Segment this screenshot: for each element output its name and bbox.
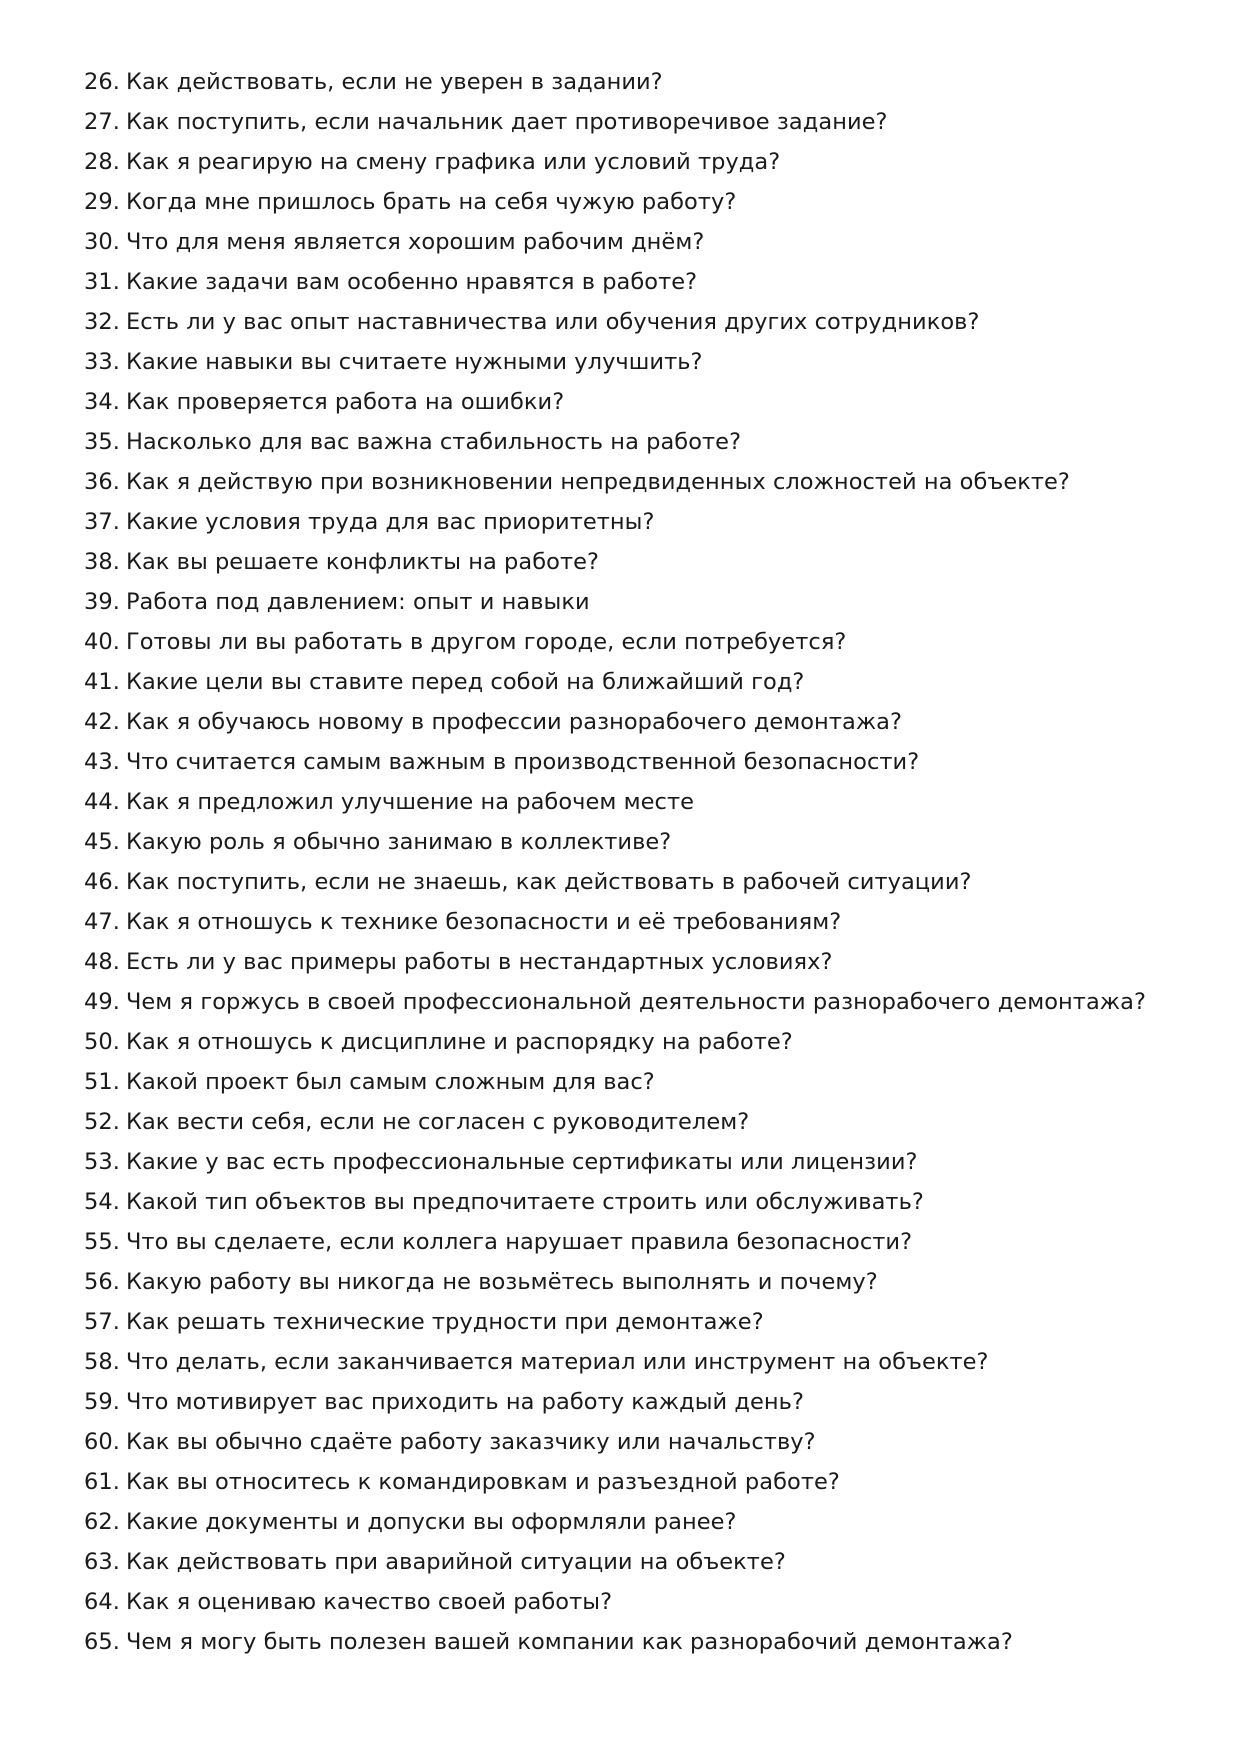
- question-item: [84, 1342, 1146, 1382]
- question-text: Как я оцениваю качество своей работы?: [125, 1589, 613, 1615]
- question-number: 61.: [84, 1469, 120, 1495]
- question-item: [84, 1182, 1146, 1222]
- question-item: [84, 262, 1146, 302]
- question-text: Как я отношусь к технике безопасности и её требованиям?: [125, 909, 842, 935]
- question-number: 58.: [84, 1349, 120, 1375]
- question-number: 62.: [84, 1509, 120, 1535]
- question-item: [84, 702, 1146, 742]
- question-number: 48.: [84, 949, 120, 975]
- question-item: [84, 1022, 1146, 1062]
- question-item: [84, 542, 1146, 582]
- question-item: [84, 662, 1146, 702]
- question-text: Как действовать, если не уверен в задании?: [125, 69, 663, 95]
- question-item: [84, 62, 1146, 102]
- question-number: 34.: [84, 389, 120, 415]
- question-item: [84, 822, 1146, 862]
- question-number: 29.: [84, 189, 120, 215]
- question-item: [84, 1622, 1146, 1662]
- question-number: 26.: [84, 69, 120, 95]
- question-item: [84, 942, 1146, 982]
- question-item: [84, 142, 1146, 182]
- question-text: Что считается самым важным в производственной безопасности?: [125, 749, 920, 775]
- question-item: [84, 622, 1146, 662]
- question-number: 35.: [84, 429, 120, 455]
- question-number: 30.: [84, 229, 120, 255]
- question-number: 40.: [84, 629, 120, 655]
- question-text: Какие навыки вы считаете нужными улучшить?: [125, 349, 703, 375]
- question-item: [84, 1062, 1146, 1102]
- question-number: 38.: [84, 549, 120, 575]
- question-text: Как я отношусь к дисциплине и распорядку на работе?: [125, 1029, 793, 1055]
- question-number: 49.: [84, 989, 120, 1015]
- question-number: 43.: [84, 749, 120, 775]
- question-item: [84, 502, 1146, 542]
- question-item: [84, 1382, 1146, 1422]
- question-text: Как я обучаюсь новому в профессии разнорабочего демонтажа?: [125, 709, 902, 735]
- question-text: Как поступить, если начальник дает противоречивое задание?: [125, 109, 888, 135]
- question-text: Как вы относитесь к командировкам и разъездной работе?: [125, 1469, 840, 1495]
- question-item: [84, 102, 1146, 142]
- question-text: Есть ли у вас примеры работы в нестандартных условиях?: [125, 949, 833, 975]
- question-text: Насколько для вас важна стабильность на работе?: [125, 429, 742, 455]
- question-text: Какую роль я обычно занимаю в коллективе?: [125, 829, 672, 855]
- question-text: Что для меня является хорошим рабочим днём?: [125, 229, 705, 255]
- question-text: Как вы обычно сдаёте работу заказчику или начальству?: [125, 1429, 816, 1455]
- question-item: [84, 1262, 1146, 1302]
- question-number: 60.: [84, 1429, 120, 1455]
- question-number: 31.: [84, 269, 120, 295]
- question-text: Какой проект был самым сложным для вас?: [125, 1069, 655, 1095]
- question-text: Как поступить, если не знаешь, как действовать в рабочей ситуации?: [125, 869, 972, 895]
- question-number: 64.: [84, 1589, 120, 1615]
- question-item: [84, 302, 1146, 342]
- question-number: 32.: [84, 309, 120, 335]
- question-text: Как вы решаете конфликты на работе?: [125, 549, 599, 575]
- question-item: [84, 462, 1146, 502]
- question-text: Как я действую при возникновении непредвиденных сложностей на объекте?: [125, 469, 1070, 495]
- question-item: [84, 1302, 1146, 1342]
- question-number: 65.: [84, 1629, 120, 1655]
- question-text: Что делать, если заканчивается материал или инструмент на объекте?: [125, 1349, 989, 1375]
- question-number: 63.: [84, 1549, 120, 1575]
- question-text: Что мотивирует вас приходить на работу каждый день?: [125, 1389, 804, 1415]
- question-number: 50.: [84, 1029, 120, 1055]
- question-text: Какие цели вы ставите перед собой на ближайший год?: [125, 669, 805, 695]
- question-number: 41.: [84, 669, 120, 695]
- question-item: [84, 1542, 1146, 1582]
- question-text: Когда мне пришлось брать на себя чужую работу?: [125, 189, 737, 215]
- question-number: 55.: [84, 1229, 120, 1255]
- question-number: 59.: [84, 1389, 120, 1415]
- question-text: Какие задачи вам особенно нравятся в работе?: [125, 269, 698, 295]
- question-item: [84, 1502, 1146, 1542]
- question-number: 51.: [84, 1069, 120, 1095]
- question-item: [84, 862, 1146, 902]
- question-number: 39.: [84, 589, 120, 615]
- question-number: 57.: [84, 1309, 120, 1335]
- question-item: [84, 222, 1146, 262]
- question-text: Какой тип объектов вы предпочитаете строить или обслуживать?: [125, 1189, 924, 1215]
- question-text: Как проверяется работа на ошибки?: [125, 389, 565, 415]
- question-item: [84, 1582, 1146, 1622]
- question-item: [84, 982, 1146, 1022]
- question-number: 53.: [84, 1149, 120, 1175]
- question-text: Работа под давлением: опыт и навыки: [125, 589, 590, 615]
- question-text: Готовы ли вы работать в другом городе, если потребуется?: [125, 629, 847, 655]
- question-item: [84, 1462, 1146, 1502]
- question-item: [84, 1102, 1146, 1142]
- question-number: 52.: [84, 1109, 120, 1135]
- question-text: Как я реагирую на смену графика или условий труда?: [125, 149, 781, 175]
- question-item: [84, 902, 1146, 942]
- question-item: [84, 782, 1146, 822]
- question-text: Какую работу вы никогда не возьмётесь выполнять и почему?: [125, 1269, 878, 1295]
- question-text: Какие у вас есть профессиональные сертификаты или лицензии?: [125, 1149, 918, 1175]
- question-item: [84, 1422, 1146, 1462]
- question-text: Что вы сделаете, если коллега нарушает правила безопасности?: [125, 1229, 913, 1255]
- question-item: [84, 1142, 1146, 1182]
- question-text: Какие документы и допуски вы оформляли ранее?: [125, 1509, 737, 1535]
- question-text: Чем я могу быть полезен вашей компании как разнорабочий демонтажа?: [125, 1629, 1013, 1655]
- question-item: [84, 422, 1146, 462]
- question-number: 54.: [84, 1189, 120, 1215]
- question-text: Как решать технические трудности при демонтаже?: [125, 1309, 764, 1335]
- question-item: [84, 382, 1146, 422]
- question-item: [84, 582, 1146, 622]
- question-number: 37.: [84, 509, 120, 535]
- question-number: 27.: [84, 109, 120, 135]
- question-number: 42.: [84, 709, 120, 735]
- question-number: 33.: [84, 349, 120, 375]
- question-number: 44.: [84, 789, 120, 815]
- question-text: Как вести себя, если не согласен с руководителем?: [125, 1109, 750, 1135]
- question-number: 45.: [84, 829, 120, 855]
- question-list: [84, 62, 1146, 1662]
- question-number: 28.: [84, 149, 120, 175]
- question-item: [84, 1222, 1146, 1262]
- question-text: Чем я горжусь в своей профессиональной деятельности разнорабочего демонтажа?: [125, 989, 1146, 1015]
- question-text: Есть ли у вас опыт наставничества или обучения других сотрудников?: [125, 309, 980, 335]
- question-text: Как действовать при аварийной ситуации на объекте?: [125, 1549, 786, 1575]
- question-item: [84, 342, 1146, 382]
- question-text: Как я предложил улучшение на рабочем месте: [125, 789, 695, 815]
- question-item: [84, 742, 1146, 782]
- question-text: Какие условия труда для вас приоритетны?: [125, 509, 655, 535]
- question-number: 36.: [84, 469, 120, 495]
- question-item: [84, 182, 1146, 222]
- question-number: 46.: [84, 869, 120, 895]
- question-number: 56.: [84, 1269, 120, 1295]
- question-number: 47.: [84, 909, 120, 935]
